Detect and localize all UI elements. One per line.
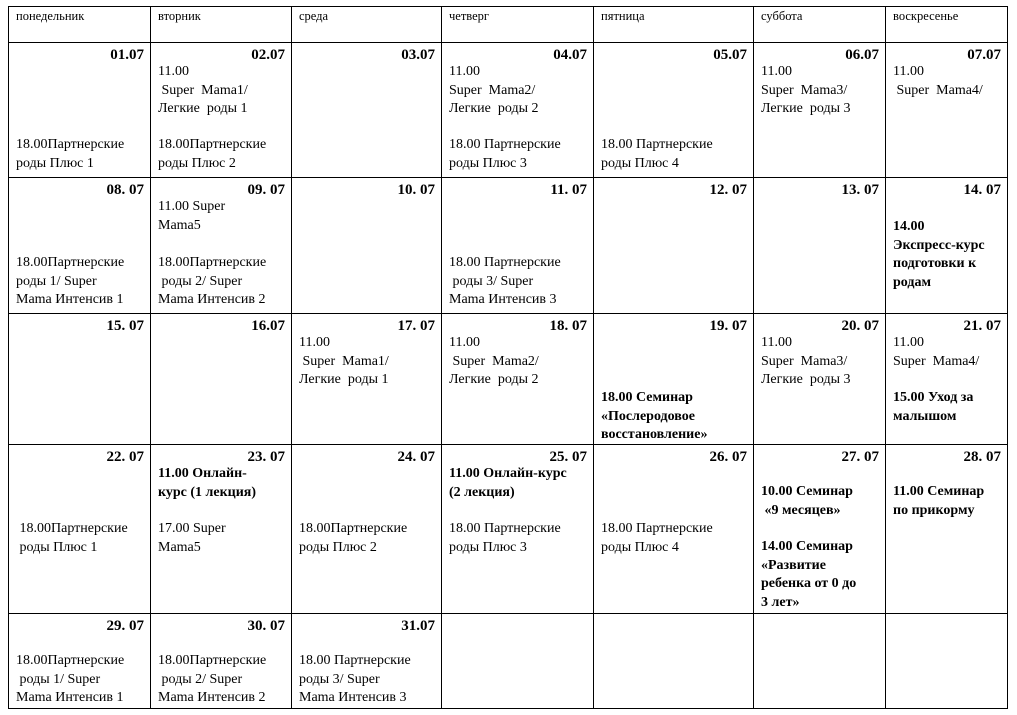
event-text-line: Super Mama4/ xyxy=(893,353,980,369)
day-date: 22. 07 xyxy=(106,449,144,465)
event-text-line: ребенка от 0 до xyxy=(761,576,857,591)
day-date: 25. 07 xyxy=(549,449,587,465)
event-text-line: 14.00 xyxy=(893,219,925,234)
day-cell xyxy=(292,43,442,178)
day-date: 30. 07 xyxy=(247,618,285,634)
event-text-line: 11.00 Семинар xyxy=(893,484,985,499)
event-block xyxy=(893,389,1004,426)
event-text-line: подготовки к xyxy=(893,256,977,271)
day-date: 28. 07 xyxy=(963,449,1001,465)
day-cell xyxy=(151,43,292,178)
event-block xyxy=(158,63,288,119)
event-text-line: 11.00 xyxy=(893,335,924,350)
weekday-header-monday: понедельник xyxy=(9,7,151,43)
day-date: 18. 07 xyxy=(549,318,587,334)
event-text-line: 18.00Партнерские xyxy=(299,521,408,536)
empty-day-cell xyxy=(754,614,886,709)
event-text-line: Mama5 xyxy=(158,217,201,233)
event-text-line: роды 2/ Super xyxy=(158,273,243,289)
event-block xyxy=(893,63,1004,100)
day-cell xyxy=(886,445,1008,614)
event-text-line: Легкие роды 2 xyxy=(449,372,539,387)
event-text-line: 11.00 Онлайн- xyxy=(158,466,247,481)
day-date: 21. 07 xyxy=(963,318,1001,334)
event-text-line: роды Плюс 2 xyxy=(158,155,236,171)
event-text-line: роды Плюс 1 xyxy=(16,539,98,555)
event-text-line: Mama Интенсив 3 xyxy=(299,690,407,705)
week-row xyxy=(9,43,1008,178)
day-date: 27. 07 xyxy=(841,449,879,465)
event-block xyxy=(449,136,590,173)
day-cell xyxy=(594,43,754,178)
event-block xyxy=(449,334,590,390)
day-cell xyxy=(9,178,151,314)
day-cell xyxy=(442,178,594,314)
event-block xyxy=(158,520,288,557)
event-text-line: 17.00 Super xyxy=(158,521,226,536)
event-text-line: Mama Интенсив 2 xyxy=(158,292,266,307)
day-date: 04.07 xyxy=(553,47,587,63)
event-text-line: 11.00 xyxy=(893,64,924,79)
event-block xyxy=(16,652,147,708)
event-text-line: 11.00 xyxy=(761,64,792,79)
event-block xyxy=(158,136,288,173)
event-text-line: 18.00Партнерские xyxy=(16,653,125,668)
event-block xyxy=(449,63,590,119)
weekday-header-saturday: суббота xyxy=(754,7,886,43)
event-text-line: 3 лет» xyxy=(761,594,800,610)
day-date: 23. 07 xyxy=(247,449,285,465)
day-cell xyxy=(151,614,292,709)
day-cell xyxy=(9,43,151,178)
day-cell xyxy=(754,445,886,614)
weekday-header-thursday: четверг xyxy=(442,7,594,43)
event-block xyxy=(16,520,147,557)
day-date: 19. 07 xyxy=(709,318,747,334)
event-block xyxy=(761,483,882,520)
day-date: 20. 07 xyxy=(841,318,879,334)
day-date: 07.07 xyxy=(967,47,1001,63)
day-cell xyxy=(151,314,292,445)
event-text-line: Super Mama1/ xyxy=(158,82,248,98)
event-text-line: роды 1/ Super xyxy=(16,671,101,687)
event-block xyxy=(893,218,1004,292)
event-text-line: 10.00 Семинар xyxy=(761,484,853,499)
event-text-line: Super Mama3/ xyxy=(761,353,848,369)
event-text-line: Экспресс-курс xyxy=(893,237,985,253)
weekday-header-friday: пятница xyxy=(594,7,754,43)
event-text-line: роды Плюс 4 xyxy=(601,539,679,555)
weekday-header-tuesday: вторник xyxy=(151,7,292,43)
event-text-line: 11.00 xyxy=(449,64,480,79)
day-cell xyxy=(292,314,442,445)
event-block xyxy=(299,334,438,390)
schedule-table xyxy=(8,6,1008,709)
event-text-line: Легкие роды 3 xyxy=(761,372,851,387)
day-date: 10. 07 xyxy=(397,182,435,198)
event-text-line: 18.00Партнерские xyxy=(158,653,267,668)
event-text-line: роды Плюс 2 xyxy=(299,539,377,555)
day-cell xyxy=(151,178,292,314)
event-block xyxy=(761,538,882,612)
day-date: 29. 07 xyxy=(106,618,144,634)
day-cell xyxy=(886,178,1008,314)
event-text-line: 14.00 Семинар xyxy=(761,539,853,554)
weekday-header-sunday: воскресенье xyxy=(886,7,1008,43)
event-block xyxy=(158,254,288,310)
day-cell xyxy=(292,614,442,709)
event-text-line: 11.00 xyxy=(299,335,330,350)
day-date: 03.07 xyxy=(401,47,435,63)
day-cell xyxy=(9,314,151,445)
day-cell xyxy=(292,178,442,314)
empty-day-cell xyxy=(594,614,754,709)
event-text-line: 18.00 Партнерские xyxy=(449,521,561,536)
event-text-line: 18.00Партнерские xyxy=(158,255,267,270)
event-block xyxy=(893,483,1004,520)
event-block xyxy=(601,136,750,173)
event-text-line: 18.00Партнерские xyxy=(16,521,128,536)
day-cell xyxy=(754,43,886,178)
event-block xyxy=(449,254,590,310)
event-text-line: роды Плюс 4 xyxy=(601,155,679,171)
event-text-line: Super Mama1/ xyxy=(299,353,389,369)
day-cell xyxy=(442,43,594,178)
event-text-line: Легкие роды 2 xyxy=(449,101,539,116)
day-date: 02.07 xyxy=(251,47,285,63)
day-cell xyxy=(442,445,594,614)
day-date: 31.07 xyxy=(401,618,435,634)
week-row xyxy=(9,178,1008,314)
day-date: 26. 07 xyxy=(709,449,747,465)
weekday-header-row xyxy=(9,7,1008,43)
event-text-line: Легкие роды 1 xyxy=(158,101,248,116)
day-cell xyxy=(442,314,594,445)
event-text-line: Легкие роды 3 xyxy=(761,101,851,116)
event-text-line: по прикорму xyxy=(893,502,975,518)
week-row xyxy=(9,445,1008,614)
day-date: 13. 07 xyxy=(841,182,879,198)
event-text-line: 18.00 Партнерские xyxy=(449,255,561,270)
empty-day-cell xyxy=(442,614,594,709)
day-cell xyxy=(886,314,1008,445)
day-date: 17. 07 xyxy=(397,318,435,334)
day-date: 12. 07 xyxy=(709,182,747,198)
day-date: 14. 07 xyxy=(963,182,1001,198)
event-text-line: родам xyxy=(893,274,932,290)
day-date: 15. 07 xyxy=(106,318,144,334)
day-date: 01.07 xyxy=(110,47,144,63)
event-block xyxy=(449,465,590,502)
week-row xyxy=(9,314,1008,445)
day-date: 06.07 xyxy=(845,47,879,63)
event-block xyxy=(158,198,288,235)
event-text-line: роды 3/ Super xyxy=(449,273,534,289)
event-text-line: роды Плюс 1 xyxy=(16,155,94,171)
event-block xyxy=(158,652,288,708)
schedule-body xyxy=(9,7,1008,709)
day-cell xyxy=(151,445,292,614)
event-text-line: «9 месяцев» xyxy=(761,502,841,518)
event-text-line: 18.00 Партнерские xyxy=(299,653,411,668)
event-text-line: малышом xyxy=(893,408,957,424)
event-block xyxy=(449,520,590,557)
event-text-line: роды 2/ Super xyxy=(158,671,243,687)
event-block xyxy=(299,652,438,708)
event-text-line: 11.00 xyxy=(449,335,480,350)
day-cell xyxy=(594,178,754,314)
day-date: 08. 07 xyxy=(106,182,144,198)
day-cell xyxy=(754,314,886,445)
event-text-line: Mama Интенсив 1 xyxy=(16,292,124,307)
day-cell xyxy=(754,178,886,314)
empty-day-cell xyxy=(886,614,1008,709)
event-block xyxy=(761,334,882,390)
event-text-line: 11.00 xyxy=(761,335,792,350)
event-text-line: Mama Интенсив 1 xyxy=(16,690,124,705)
event-text-line: роды Плюс 3 xyxy=(449,155,527,171)
event-text-line: 18.00 Партнерские xyxy=(601,137,713,152)
event-text-line: роды 3/ Super xyxy=(299,671,380,687)
day-date: 24. 07 xyxy=(397,449,435,465)
day-cell xyxy=(9,445,151,614)
event-text-line: роды 1/ Super xyxy=(16,273,97,289)
event-text-line: (2 лекция) xyxy=(449,484,515,500)
event-text-line: курс (1 лекция) xyxy=(158,484,257,500)
event-text-line: Super Mama3/ xyxy=(761,82,848,98)
day-cell xyxy=(594,314,754,445)
event-text-line: Mama5 xyxy=(158,539,201,555)
event-text-line: «Послеродовое xyxy=(601,408,695,424)
event-text-line: 18.00 Семинар xyxy=(601,390,693,405)
event-text-line: «Развитие xyxy=(761,557,826,573)
event-text-line: 18.00Партнерские xyxy=(16,137,125,152)
event-text-line: 18.00Партнерские xyxy=(158,137,267,152)
day-cell xyxy=(886,43,1008,178)
event-text-line: 11.00 Онлайн-курс xyxy=(449,466,567,481)
event-text-line: Super Mama4/ xyxy=(893,82,983,98)
day-date: 16.07 xyxy=(251,318,285,334)
event-block xyxy=(16,136,147,173)
event-block xyxy=(601,520,750,557)
event-text-line: 11.00 xyxy=(158,64,189,79)
event-block xyxy=(158,465,288,502)
day-date: 05.07 xyxy=(713,47,747,63)
event-text-line: 18.00 Партнерские xyxy=(601,521,713,536)
event-block xyxy=(299,520,438,557)
event-text-line: 11.00 Super xyxy=(158,199,226,214)
week-row xyxy=(9,614,1008,709)
event-block xyxy=(893,334,1004,371)
day-cell xyxy=(594,445,754,614)
event-text-line: Легкие роды 1 xyxy=(299,372,389,387)
day-date: 11. 07 xyxy=(550,182,587,198)
event-text-line: восстановление» xyxy=(601,427,708,442)
day-cell xyxy=(292,445,442,614)
event-text-line: Mama Интенсив 2 xyxy=(158,690,266,705)
event-text-line: Super Mama2/ xyxy=(449,82,536,98)
event-text-line: Mama Интенсив 3 xyxy=(449,292,557,307)
event-block xyxy=(16,254,147,310)
event-block xyxy=(761,63,882,119)
event-text-line: 15.00 Уход за xyxy=(893,390,974,405)
day-cell xyxy=(9,614,151,709)
weekday-header-wednesday: среда xyxy=(292,7,442,43)
event-text-line: Super Mama2/ xyxy=(449,353,539,369)
day-date: 09. 07 xyxy=(247,182,285,198)
event-text-line: 18.00 Партнерские xyxy=(449,137,561,152)
event-text-line: роды Плюс 3 xyxy=(449,539,527,555)
event-text-line: 18.00Партнерские xyxy=(16,255,125,270)
event-block xyxy=(601,389,750,445)
